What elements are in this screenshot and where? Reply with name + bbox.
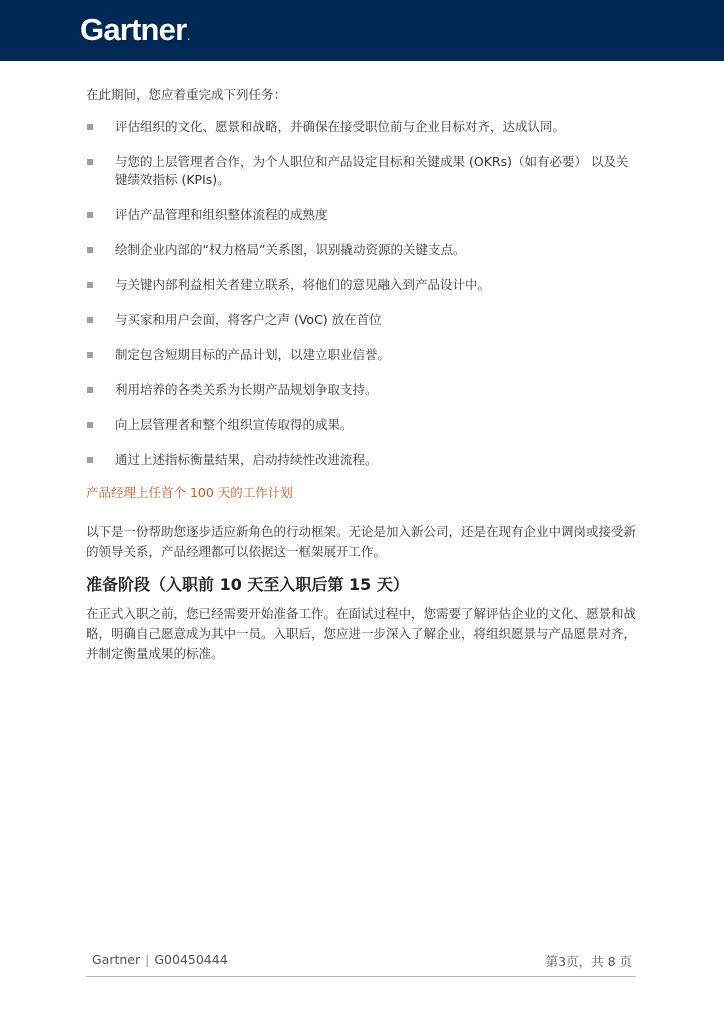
task-text: 绘制企业内部的“权力格局”关系图，识别撬动资源的关键支点。 bbox=[115, 242, 466, 257]
square-bullet-icon bbox=[87, 352, 93, 358]
square-bullet-icon bbox=[87, 247, 93, 253]
footer-separator: | bbox=[145, 952, 150, 967]
task-list bbox=[86, 118, 636, 469]
footer-doc-id: G00450444 bbox=[154, 952, 228, 967]
task-item bbox=[86, 241, 636, 259]
task-item bbox=[86, 451, 636, 469]
square-bullet-icon bbox=[87, 282, 93, 288]
intro-text: 在此期间，您应着重完成下列任务： bbox=[86, 87, 287, 102]
square-bullet-icon bbox=[87, 422, 93, 428]
task-item bbox=[86, 416, 636, 434]
plan-title: 产品经理上任首个 100 天的工作计划 bbox=[86, 485, 293, 500]
footer-brand: Gartner bbox=[92, 952, 141, 967]
task-item bbox=[86, 346, 636, 364]
square-bullet-icon bbox=[87, 124, 93, 130]
task-text: 评估组织的文化、愿景和战略，并确保在接受职位前与企业目标对齐，达成认同。 bbox=[115, 119, 566, 134]
logo-text: Gartner bbox=[80, 12, 187, 47]
task-text: 向上层管理者和整个组织宣传取得的成果。 bbox=[115, 417, 353, 432]
square-bullet-icon bbox=[87, 317, 93, 323]
footer-doc-ref bbox=[92, 952, 228, 967]
task-item bbox=[86, 118, 636, 136]
square-bullet-icon bbox=[87, 212, 93, 218]
task-text: 利用培养的各类关系为长期产品规划争取支持。 bbox=[115, 382, 378, 397]
task-item bbox=[86, 276, 636, 294]
section-heading: 准备阶段（入职前 10 天至入职后第 15 天） bbox=[86, 575, 409, 594]
task-text: 通过上述指标衡量结果，启动持续性改进流程。 bbox=[115, 452, 378, 467]
plan-paragraph: 以下是一份帮助您逐步适应新角色的行动框架。无论是加入新公司，还是在现有企业中调岗或接受新的领导关系，产品经理都可以依据这一框架展开工作。 bbox=[86, 524, 637, 559]
square-bullet-icon bbox=[87, 159, 93, 165]
task-text: 制定包含短期目标的产品计划，以建立职业信誉。 bbox=[115, 347, 391, 362]
task-item bbox=[86, 311, 636, 329]
task-text: 与关键内部利益相关者建立联系，将他们的意见融入到产品设计中。 bbox=[115, 277, 491, 292]
task-text: 评估产品管理和组织整体流程的成熟度 bbox=[115, 207, 328, 222]
page-number: 第3页，共 8 页 bbox=[545, 954, 632, 969]
task-text: 与您的上层管理者合作，为个人职位和产品设定目标和关键成果 (OKRs)（如有必要） 以及关键绩效指标 (KPIs)。 bbox=[115, 154, 629, 187]
task-item bbox=[86, 381, 636, 399]
task-item bbox=[86, 153, 636, 189]
task-text: 与买家和用户会面，将客户之声 (VoC) 放在首位 bbox=[115, 312, 382, 327]
page-footer bbox=[86, 950, 636, 977]
task-item bbox=[86, 206, 636, 224]
logo-mark: . bbox=[187, 32, 190, 42]
gartner-logo bbox=[80, 12, 189, 55]
header-bar bbox=[0, 0, 724, 61]
page-content bbox=[86, 86, 636, 676]
square-bullet-icon bbox=[87, 387, 93, 393]
section-paragraph: 在正式入职之前，您已经需要开始准备工作。在面试过程中，您需要了解评估企业的文化、愿景和战略，明确自己愿意成为其中一员。入职后，您应进一步深入了解企业，将组织愿景与产品愿景对齐，并制定衡量成果的标准。 bbox=[86, 606, 637, 661]
square-bullet-icon bbox=[87, 457, 93, 463]
